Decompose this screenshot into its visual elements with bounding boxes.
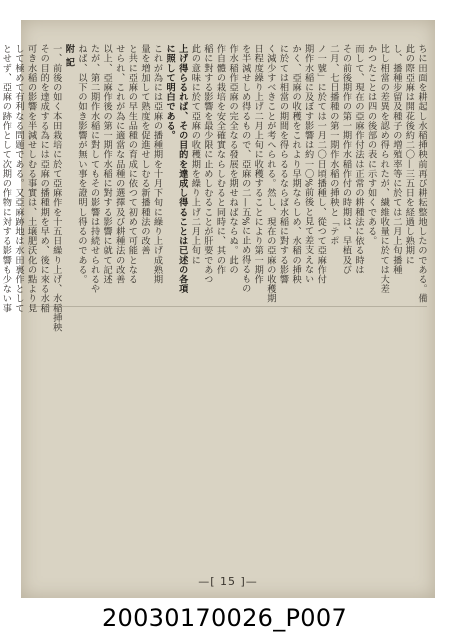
text-column: その目的を達成する為には亞麻の播種期を早め、後に來る水稲 xyxy=(38,44,50,313)
text-column: 上げ得らるれば、その目的を達成し得ることは已述の各項 xyxy=(176,44,188,294)
text-column: 日程度繰り上げ二月上旬に收穫することにより第一期作 xyxy=(252,44,264,284)
text-column: とせず、亞麻の跡作として次期の作物に対する影響も少ない事 xyxy=(0,44,12,313)
text-column: その前後期作の第一期作水稲作付の時期は、早植及び xyxy=(340,44,352,275)
text-column: し、播種步留及種子の増殖率等に於ては二月上旬播種 xyxy=(390,44,402,275)
document-page xyxy=(0,20,435,598)
text-column: 期作水稲に及ぼす影響は約一〇%前後と見て差支えない xyxy=(302,44,314,284)
text-column: これが為には亞麻の播種期を十月下旬に繰り上げ成熟期 xyxy=(151,44,163,284)
vertical-text-block xyxy=(0,44,427,564)
text-column: 稲に對する影響を最少限に止めしむることが肝要であつ xyxy=(201,44,213,284)
text-column: 附 記 xyxy=(63,44,75,67)
text-column: せられ、これが為に適當な品種の選擇及び耕種法の改善 xyxy=(113,44,125,284)
text-column: ねば、以下の如き影響が無い事を證明し得るのである。 xyxy=(75,44,87,284)
text-column: ノ一號」に於ては一月二〇日頃播種し、從つて亞麻作付 xyxy=(315,44,327,284)
text-column: く減少すべきことが考へられる。然し、現在の亞麻の收穫期 xyxy=(264,44,276,304)
text-column: に於ては相當の期間を得らるるならば水稲に對する影響 xyxy=(277,44,289,284)
text-column: 作自體の栽培を安全確實ならしむると同時に、其の作 xyxy=(214,44,226,275)
image-caption: 20030170026_P007 xyxy=(101,604,348,632)
text-column: 此の意味に於て亞麻の收穫期を繰り上げ二月上旬に xyxy=(189,44,201,265)
text-column: と共に亞麻の早生品種の育成に依つて初めて可能となる xyxy=(126,44,138,284)
text-column: を半減せしめ得るもので、亞麻の二—五%に止め得るもの xyxy=(239,44,251,294)
text-column: かつたことは四の後部の表に示す如くである。 xyxy=(365,44,377,246)
text-column: 作水稲作亞麻の完全なる發展を期せねばならぬ。此の xyxy=(227,44,239,275)
section-divider xyxy=(29,306,427,307)
text-column: 比し相當の差異を認め得られたが、繊維收量に於ては大差 xyxy=(378,44,390,294)
text-column: ちに田面を耕起し水稲挿秧前再び耕耘整地したのである。備 xyxy=(416,44,427,304)
text-column: 一、前後の如く本田栽培に於て亞麻作を十五日繰り上げ、水稲挿秧 xyxy=(50,44,62,332)
page-number: —[ 15 ]— xyxy=(198,575,258,588)
text-column: かく、亞麻の收穫をこれより早期ならしめ、水稲の挿秧 xyxy=(290,44,302,284)
text-column: して極めて有利なる問題である。又亞麻跡地は水田裏作として xyxy=(13,44,24,313)
text-column: に照して明白である。 xyxy=(164,44,176,140)
text-column: 此の際亞麻は開花後約二〇—三五日を経過し熟期に xyxy=(403,44,415,265)
text-column: 以上、亞麻作後の第一期作水稲に對する影響に就て記述 xyxy=(101,44,113,284)
text-column: たが、第二期作水稲に對してもその影響は持続せられるや xyxy=(88,44,100,294)
text-column: 二月、七日播種の第一期作水稲の挿秧と「テポ xyxy=(327,44,339,246)
text-column: 而して、現在の亞麻作付法は正常の耕種法に依る時は xyxy=(353,44,365,275)
text-column: 可き水稲の影響を半減せしむる事實は、土壌肥沃化の點より見 xyxy=(25,44,37,313)
text-column: 量を増加して熟度を促進せしむる新播種法の改善 xyxy=(138,44,150,256)
